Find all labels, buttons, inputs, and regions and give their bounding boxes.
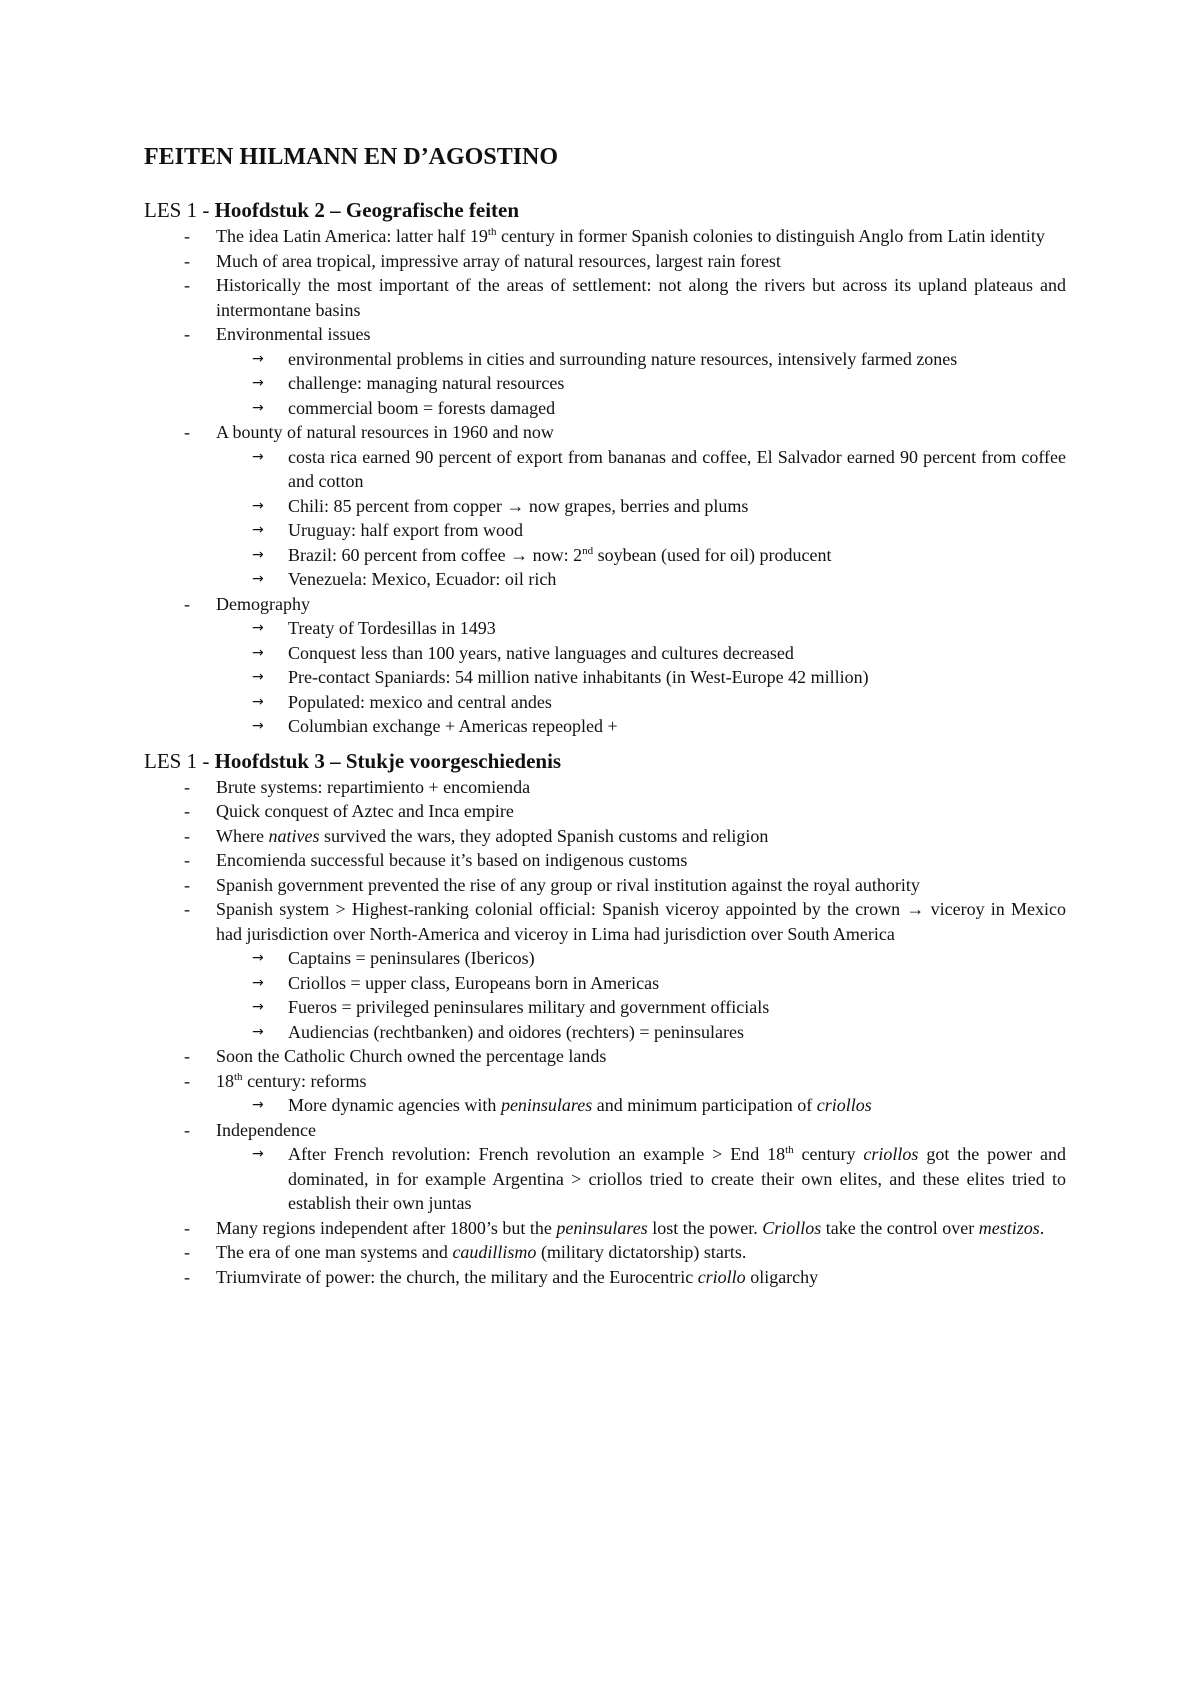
list-item-text: Encomienda successful because it’s based on indigenous customs	[216, 850, 688, 870]
document-title: FEITEN HILMANN EN D’AGOSTINO	[144, 144, 559, 170]
sub-list-item-text: Uruguay: half export from wood	[288, 520, 523, 540]
sub-list-item	[216, 665, 1066, 690]
dash-bullet-icon: -	[184, 593, 190, 614]
sub-list-item	[216, 518, 1066, 543]
arrow-right-icon: →	[252, 522, 264, 538]
sub-list-item-text: Treaty of Tordesillas in 1493	[288, 618, 496, 638]
sub-list-item	[216, 714, 1066, 739]
sub-list	[216, 347, 1066, 421]
list-item-text: Spanish government prevented the rise of any group or rival institution against the royal authority	[216, 874, 920, 895]
dash-bullet-icon: -	[184, 801, 190, 821]
sub-list	[216, 616, 1066, 739]
sub-list-item	[216, 690, 1066, 715]
dash-bullet-icon: -	[184, 324, 190, 344]
sub-list-item	[216, 641, 1066, 666]
sub-list-item-text: costa rica earned 90 percent of export from bananas and coffee, El Salvador earned 90 percent from coffee and cotton	[288, 446, 1066, 491]
list-item-text: Triumvirate of power: the church, the military and the Eurocentric criollo oligarchy	[216, 1266, 819, 1287]
arrow-right-icon: →	[252, 1146, 264, 1162]
list-item-text: Where natives survived the wars, they adopted Spanish customs and religion	[216, 825, 769, 846]
list-item	[144, 592, 1066, 739]
sub-list	[216, 1093, 1066, 1118]
dash-bullet-icon: -	[184, 1046, 190, 1066]
dash-bullet-icon: -	[184, 825, 190, 846]
arrow-right-icon: →	[252, 546, 264, 563]
sub-list-item	[216, 946, 1066, 971]
section-heading	[144, 747, 1066, 775]
dash-bullet-icon: -	[184, 1242, 190, 1262]
section-heading-main: Hoofdstuk 2 – Geografische feiten	[214, 198, 520, 222]
list-item	[144, 1118, 1066, 1216]
sub-list-item	[216, 1093, 1066, 1118]
list-item	[144, 824, 1066, 849]
list-item	[144, 1069, 1066, 1118]
list-item-text: Soon the Catholic Church owned the percentage lands	[216, 1046, 607, 1066]
sub-list-item	[216, 971, 1066, 996]
dash-bullet-icon: -	[184, 850, 190, 870]
document-page	[144, 140, 1066, 1297]
bullet-list	[144, 224, 1066, 739]
arrow-right-icon: →	[252, 620, 264, 636]
list-item	[144, 273, 1066, 322]
dash-bullet-icon: -	[184, 899, 190, 919]
dash-bullet-icon: -	[184, 1119, 190, 1140]
arrow-right-icon: →	[252, 974, 264, 991]
sub-list-item-text: environmental problems in cities and surrounding nature resources, intensively farmed zones	[288, 348, 958, 369]
list-item-text: Demography	[216, 593, 310, 614]
list-item	[144, 420, 1066, 592]
sub-list-item-text: commercial boom = forests damaged	[288, 397, 556, 418]
arrow-right-icon: →	[252, 1097, 264, 1113]
list-item	[144, 848, 1066, 873]
list-item	[144, 873, 1066, 898]
list-item	[144, 1216, 1066, 1241]
dash-bullet-icon: -	[184, 1070, 190, 1091]
list-item	[144, 224, 1066, 249]
list-item	[144, 799, 1066, 824]
list-item-text: Quick conquest of Aztec and Inca empire	[216, 801, 514, 821]
sub-list-item-text: Captains = peninsulares (Ibericos)	[288, 948, 535, 968]
list-item-text: The era of one man systems and caudillismo (military dictatorship) starts.	[216, 1242, 747, 1262]
arrow-right-icon: →	[252, 693, 264, 710]
dash-bullet-icon: -	[184, 250, 190, 271]
sub-list-item	[216, 347, 1066, 372]
arrow-right-icon: →	[252, 644, 264, 661]
list-item-text: Historically the most important of the areas of settlement: not along the rivers but across its upland plateaus and intermontane basins	[216, 275, 1066, 320]
sub-list-item-text: Brazil: 60 percent from coffee → now: 2nd soybean (used for oil) producent	[288, 544, 832, 565]
arrow-right-icon: →	[252, 448, 264, 465]
document-body	[144, 196, 1066, 1289]
sub-list-item-text: More dynamic agencies with peninsulares and minimum participation of criollos	[288, 1095, 872, 1115]
list-item	[144, 1265, 1066, 1290]
arrow-right-icon: →	[252, 669, 264, 685]
sub-list-item	[216, 567, 1066, 592]
sub-list-item	[216, 445, 1066, 494]
sub-list-item-text: Populated: mexico and central andes	[288, 691, 552, 712]
dash-bullet-icon: -	[184, 776, 190, 797]
dash-bullet-icon: -	[184, 1266, 190, 1287]
dash-bullet-icon: -	[184, 1217, 190, 1238]
list-item-text: Environmental issues	[216, 324, 371, 344]
bullet-list	[144, 775, 1066, 1290]
sub-list-item-text: After French revolution: French revolution an example > End 18th century criollos got the power and dominated, in for example Argentina > criollos tried to create their own elites, and these elites tried to establish their own juntas	[288, 1144, 1066, 1213]
sub-list-item	[216, 543, 1066, 568]
list-item-text: Independence	[216, 1119, 316, 1140]
sub-list-item	[216, 494, 1066, 519]
sub-list-item	[216, 1142, 1066, 1216]
section-heading	[144, 196, 1066, 224]
list-item	[144, 775, 1066, 800]
sub-list-item-text: Audiencias (rechtbanken) and oidores (rechters) = peninsulares	[288, 1021, 744, 1042]
section-heading-prefix: LES 1 -	[144, 198, 215, 222]
arrow-right-icon: →	[252, 350, 264, 367]
arrow-right-icon: →	[252, 1023, 264, 1040]
sub-list-item-text: Fueros = privileged peninsulares military and government officials	[288, 997, 770, 1017]
arrow-right-icon: →	[252, 718, 264, 734]
list-item-text: Many regions independent after 1800’s but the peninsulares lost the power. Criollos take the control over mestizos.	[216, 1217, 1045, 1238]
list-item	[144, 1044, 1066, 1069]
list-item-text: A bounty of natural resources in 1960 and now	[216, 422, 554, 442]
list-item-text: The idea Latin America: latter half 19th century in former Spanish colonies to distinguish Anglo from Latin identity	[216, 226, 1045, 246]
dash-bullet-icon: -	[184, 874, 190, 895]
dash-bullet-icon: -	[184, 275, 190, 295]
sub-list	[216, 445, 1066, 592]
sub-list	[216, 1142, 1066, 1216]
list-item-text: Brute systems: repartimiento + encomienda	[216, 776, 531, 797]
sub-list	[216, 946, 1066, 1044]
arrow-right-icon: →	[252, 999, 264, 1015]
sub-list-item-text: challenge: managing natural resources	[288, 373, 565, 393]
sub-list-item-text: Chili: 85 percent from copper → now grapes, berries and plums	[288, 495, 749, 516]
sub-list-item-text: Conquest less than 100 years, native languages and cultures decreased	[288, 642, 794, 663]
sub-list-item	[216, 371, 1066, 396]
section-heading-prefix: LES 1 -	[144, 748, 215, 773]
list-item	[144, 249, 1066, 274]
list-item-text: Spanish system > Highest-ranking colonial official: Spanish viceroy appointed by the crown → viceroy in Mexico had jurisdiction over North-America and viceroy in Lima had jurisdiction over South America	[216, 899, 1066, 944]
sub-list-item-text: Criollos = upper class, Europeans born in Americas	[288, 972, 660, 993]
arrow-right-icon: →	[252, 375, 264, 391]
arrow-right-icon: →	[252, 571, 264, 587]
arrow-right-icon: →	[252, 950, 264, 966]
dash-bullet-icon: -	[184, 422, 190, 442]
sub-list-item	[216, 995, 1066, 1020]
sub-list-item	[216, 616, 1066, 641]
arrow-right-icon: →	[252, 497, 264, 514]
list-item	[144, 322, 1066, 420]
list-item-text: 18th century: reforms	[216, 1070, 367, 1091]
sub-list-item-text: Pre-contact Spaniards: 54 million native inhabitants (in West-Europe 42 million)	[288, 667, 869, 687]
sub-list-item-text: Columbian exchange + Americas repeopled +	[288, 716, 618, 736]
section-heading-main: Hoofdstuk 3 – Stukje voorgeschiedenis	[214, 748, 562, 773]
list-item	[144, 897, 1066, 1044]
sub-list-item	[216, 1020, 1066, 1045]
sub-list-item	[216, 396, 1066, 421]
dash-bullet-icon: -	[184, 226, 190, 246]
list-item	[144, 1240, 1066, 1265]
sub-list-item-text: Venezuela: Mexico, Ecuador: oil rich	[288, 569, 557, 589]
list-item-text: Much of area tropical, impressive array of natural resources, largest rain forest	[216, 250, 781, 271]
arrow-right-icon: →	[252, 399, 264, 416]
